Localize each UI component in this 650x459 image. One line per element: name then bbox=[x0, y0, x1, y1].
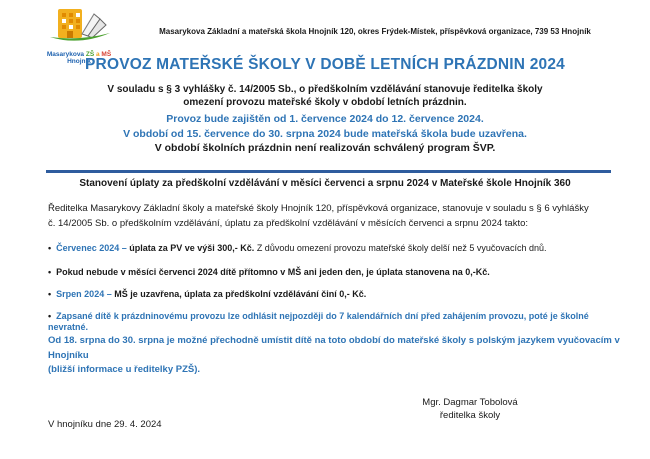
bullet-july-fee bbox=[48, 243, 620, 254]
bullet-july-absent bbox=[48, 267, 620, 278]
bullet-july-fee-amount: úplata za PV ve výši 300,- Kč. bbox=[129, 243, 257, 253]
fees-section-heading: Stanovení úplaty za předškolní vzdělávání v měsíci červenci a srpnu 2024 v Mateřské škole Hnojník 360 bbox=[79, 178, 571, 189]
fees-intro-line-1: Ředitelka Masarykovy Základní školy a mateřské školy Hnojník 120, příspěvková organizace, stanovuje v souladu s § 6 vyhlášky bbox=[48, 203, 589, 214]
bullet-cancellation bbox=[48, 311, 620, 333]
fees-intro-paragraph bbox=[48, 202, 614, 231]
logo-word-zs: ZŠ bbox=[85, 51, 96, 58]
logo-word-masarykova: Masarykova bbox=[46, 51, 86, 58]
intro-line-2: omezení provozu mateřské školy v období letních prázdnin. bbox=[183, 97, 467, 108]
operation-line-1: Provoz bude zajištěn od 1. července 2024 do 12. července 2024. bbox=[166, 113, 484, 125]
school-logo-icon bbox=[36, 6, 122, 46]
organization-header: Masarykova Základní a mateřská škola Hnojník 120, okres Frýdek-Místek, příspěvková organizace, 739 53 Hnojník bbox=[159, 27, 591, 36]
bullet-july-absent-text: Pokud nebude v měsíci červenci 2024 dítě přítomno v MŠ ani jeden den, je úplata stanovena na 0,-Kč. bbox=[56, 267, 490, 277]
logo-word-ms: MŠ bbox=[101, 51, 112, 58]
bullet-cancellation-text: Zapsané dítě k prázdninovému provozu lze odhlásit nejpozději do 7 kalendářních dní před zahájením provozu, poté je školné nevratné. bbox=[48, 311, 589, 332]
signature-name: Mgr. Dagmar Tobolová bbox=[422, 397, 518, 408]
fees-intro-line-2: č. 14/2005 Sb. o předškolním vzdělávání, úplatu za předškolní vzdělávání v měsících červenci a srpnu 2024 takto: bbox=[48, 217, 529, 229]
bullet-july-fee-note: Z důvodu omezení provozu mateřské školy delší než 5 vyučovacích dnů. bbox=[256, 243, 547, 253]
section-divider bbox=[46, 170, 611, 173]
logo-word-a: a bbox=[95, 51, 102, 58]
bullet-august-fee-month: Srpen 2024 – bbox=[56, 289, 115, 299]
signature-role: ředitelka školy bbox=[439, 410, 501, 421]
document-date: V hnojníku dne 29. 4. 2024 bbox=[48, 419, 162, 430]
bullet-august-fee-text: MŠ je uzavřena, úplata za předškolní vzdělávání činí 0,- Kč. bbox=[114, 289, 367, 299]
transfer-line-1: Od 18. srpna do 30. srpna je možné přechodně umístit dítě na toto období do mateřské školy s polským jazykem vyučovacím v Hnojníku bbox=[48, 335, 620, 361]
page-title: PROVOZ MATEŘSKÉ ŠKOLY V DOBĚ LETNÍCH PRÁZDNIN 2024 bbox=[85, 56, 565, 73]
bullet-august-fee bbox=[48, 289, 620, 300]
operation-line-2: V období od 15. července do 30. srpna 2024 bude mateřská škola bude uzavřena. bbox=[123, 127, 527, 140]
bullet-july-fee-month: Červenec 2024 – bbox=[56, 243, 130, 253]
transfer-notice bbox=[48, 334, 628, 378]
operation-line-3: V období školních prázdnin není realizován schválený program ŠVP. bbox=[154, 141, 496, 154]
intro-line-1: V souladu s § 3 vyhlášky č. 14/2005 Sb., o předškolním vzdělávání stanovuje ředitelka školy bbox=[107, 84, 543, 95]
transfer-line-2: (bližší informace u ředitelky PZŠ). bbox=[48, 364, 201, 375]
logo-town-line: Hnojník bbox=[67, 58, 91, 65]
